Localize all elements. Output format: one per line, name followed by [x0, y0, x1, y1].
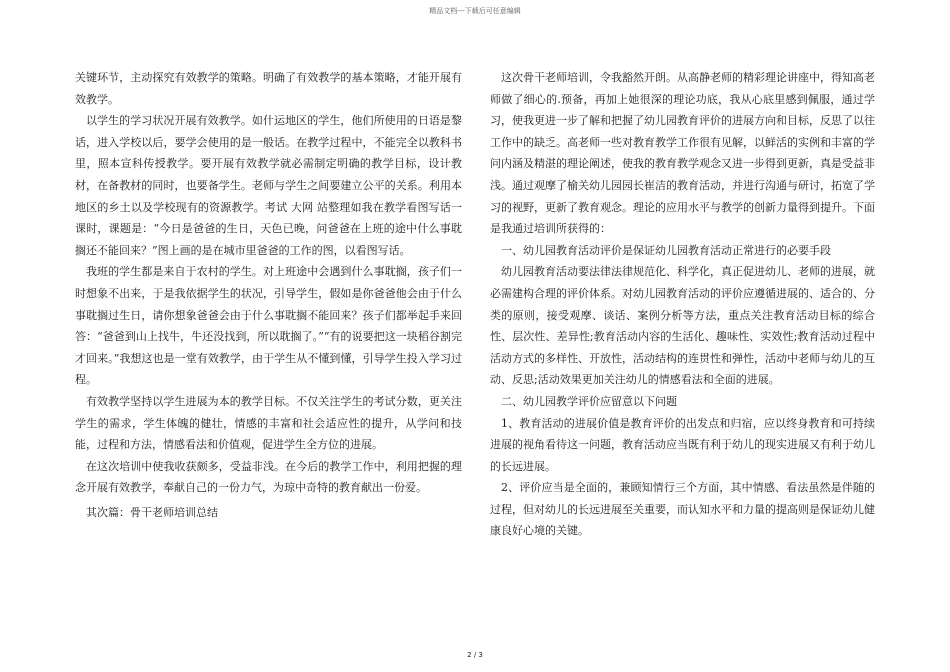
paragraph: 关键环节，主动探究有效教学的策略。明确了有效教学的基本策略，才能开展有效教学。 — [75, 71, 462, 106]
paragraph: 这次骨干老师培训，令我豁然开朗。从高静老师的精彩理论讲座中，得知高老师做了细心的.预备，再加上她很深的理论功底，我从心底里感到佩服，通过学习，使我更进一步了解和把握了幼儿园教育评价的进展方向和目标，反思了以往工作中的缺乏。高老师一些对教育教学工作很有见解，以鲜活的实例和丰富的学问内涵及精湛的理论阐述，使我的教育教学观念又进一步得到更新，真是受益非浅。通过观摩了榆关幼儿园园长崔洁的教育活动，并进行沟通与研讨，拓宽了学习的视野，更新了教育观念。理论的应用水平与教学的创新力量得到提升。下面是我通过培训所获得的： — [490, 71, 875, 236]
paragraph: 1、教育活动的进展价值是教育评价的出发点和归宿，应以终身教育和可持续进展的视角看待这一问题，教育活动应当既有利于幼儿的现实进展又有利于幼儿的长远进展。 — [490, 416, 875, 473]
paragraph: 我班的学生都是来自于农村的学生。对上班途中会遇到什么事耽搁，孩子们一时想象不出来，于是我依据学生的状况，引导学生，假如是你爸爸他会由于什么事耽搁过生日，请你想象爸爸会由于什么事耽搁不能回来？孩子们都举起手来回答：“爸爸到山上找牛，牛还没找到，所以耽搁了。”“有的说要把这一块稻谷割完才回来。”我想这也是一堂有效教学，由于学生从不懂到懂，引导学生投入学习过程。 — [75, 265, 462, 387]
paragraph: 幼儿园教育活动要法律法律规范化、科学化，真正促进幼儿、老师的进展，就必需建构合理的评价体系。对幼儿园教育活动的评价应遵循进展的、适合的、分类的原则，接受观摩、谈话、案例分析等方法，重点关注教育活动目标的综合性、层次性、差异性;教育活动内容的生活化、趣味性、实效性;教育活动过程中活动方式的多样性、开放性，活动结构的连贯性和弹性，活动中老师与幼儿的互动、反思;活动效果更加关注幼儿的情感看法和全面的进展。 — [490, 265, 875, 387]
paragraph: 有效教学坚持以学生进展为本的教学目标。不仅关注学生的考试分数，更关注学生的需求，学生体魄的健壮，情感的丰富和社会适应性的提升，从学问和技能，过程和方法，情感看法和价值观，促进学生全方位的进展。 — [75, 394, 462, 452]
section-heading: 二、幼儿园教学评价应留意以下问题 — [501, 394, 677, 408]
paragraph: 2、评价应当是全面的，兼顾知情行三个方面，其中情感、看法虽然是伴随的过程，但对幼儿的长远进展至关重要，而认知水平和力量的提高则是保证幼儿健康良好心境的关键。 — [490, 481, 875, 538]
paragraph: 在这次培训中使我收获颇多，受益非浅。在今后的教学工作中，利用把握的理念开展有效教学，奉献自己的一份力气，为琼中奇特的教育献出一份爱。 — [75, 459, 462, 495]
page-header: 精品文档---下载后可任意编辑 — [429, 7, 521, 15]
paragraph: 以学生的学习状况开展有效教学。如什运地区的学生，他们所使用的日语是黎话，进入学校以后，要学会使用的是一般话。在教学过程中，不能完全以教科书里，照本宣科传授教学。要开展有效教学就必需制定明确的教学目标，设计教材，在备教材的同时，也要备学生。老师与学生之间要建立公平的关系。利用本地区的乡土以及学校现有的资源教学。考试 大网 站整理如我在教学看图写话一课时，课题是：“今日是爸爸的生日，天色已晚，问爸爸在上班的途中什么事耽搁还不能回来？”图上画的是在城市里爸爸的工作的图，以看图写话。 — [75, 114, 462, 257]
left-column — [75, 67, 462, 523]
page-number: 2 / 3 — [467, 651, 483, 659]
section-subtitle: 其次篇：骨干老师培训总结 — [86, 505, 218, 519]
right-column — [490, 67, 875, 542]
section-heading: 一、幼儿园教育活动评价是保证幼儿园教育活动正常进行的必要手段 — [501, 243, 831, 257]
